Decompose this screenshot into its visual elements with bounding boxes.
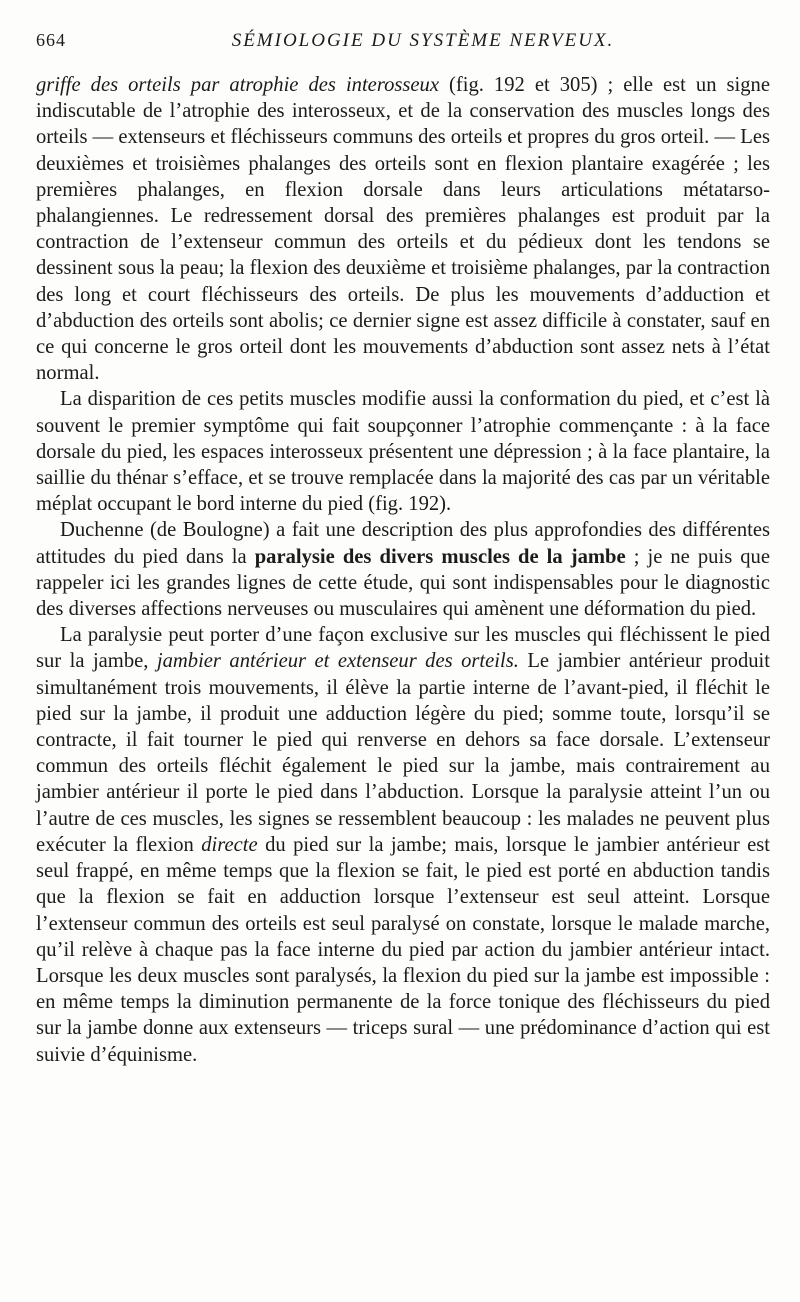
paragraph-4: [36, 622, 770, 1067]
paragraph-4-text-a: La paralysie peut porter d’une façon exclusive sur les muscles qui fléchissent le pied sur la jambe,: [36, 624, 770, 673]
italic-directe: directe: [201, 833, 258, 856]
italic-lead: griffe des orteils par atrophie des interosseux: [36, 74, 439, 96]
page-header: [36, 30, 770, 54]
paragraph-3: [36, 517, 770, 622]
paragraph-4-text-b: Le jambier antérieur produit simultanément trois mouvements, il élève la partie interne de l’avant-pied, il fléchit le pied sur la jambe, il produit une adduction légère du pied; somme toute, lorsqu’il se contracte, il fait tourner le pied qui renverse en dehors sa face dorsale. L’extenseur commun des orteils fléchit également le pied sur la jambe, mais contrairement au jambier antérieur il porte le pied dans l’abduction. Lorsque la paralysie atteint l’un ou l’autre de ces muscles, les signes se ressemblent beaucoup : les malades ne peuvent plus exécuter la flexion: [36, 650, 770, 856]
paragraph-1-text: (fig. 192 et 305) ; elle est un signe indiscutable de l’atrophie des interosseux, et de la conservation des muscles longs des orteils — extenseurs et fléchisseurs communs des orteils et propres du gros orteil. — Les deuxièmes et troisièmes phalanges des orteils sont en flexion plantaire exagérée ; les premières phalanges, en flexion dorsale dans leurs articulations métatarso-phalangiennes. Le redressement dorsal des premières phalanges est produit par la contraction de l’extenseur commun des orteils et du pédieux dont les tendons se dessinent sous la peau; la flexion des deuxième et troisième phalanges, par la contraction des long et court fléchisseurs des orteils. De plus les mouvements d’adduction et d’abduction des orteils sont abolis; ce dernier signe est assez difficile à constater, sauf en ce qui concerne le gros orteil dont les mouvements d’abduction sont assez nets à l’état normal.: [36, 74, 770, 385]
paragraph-4-text-c: du pied sur la jambe; mais, lorsque le jambier antérieur est seul frappé, en même temps que la flexion se fait, le pied est porté en abduction tandis que la flexion se fait en adduction lorsque l’extenseur est seul atteint. Lorsque l’extenseur commun des orteils est seul paralysé on constate, lorsque le malade marche, qu’il relève à chaque pas la face interne du pied par action du jambier antérieur intact. Lorsque les deux muscles sont paralysés, la flexion du pied sur la jambe est impossible : en même temps la diminution permanente de la force tonique des fléchisseurs du pied sur la jambe donne aux extenseurs — triceps sural — une prédominance d’action qui est suivie d’équinisme.: [36, 833, 771, 1066]
body-text: [36, 72, 770, 1068]
italic-muscles: jambier antérieur et extenseur des orteils.: [156, 650, 519, 673]
paragraph-2: [36, 386, 770, 517]
running-title: SÉMIOLOGIE DU SYSTÈME NERVEUX.: [231, 30, 615, 51]
paragraph-3-text-a: Duchenne (de Boulogne) a fait une description des plus approfondies des différentes attitudes du pied dans la: [36, 519, 770, 568]
bold-term: paralysie des divers muscles de la jambe: [254, 545, 626, 568]
paragraph-1: [36, 72, 770, 386]
paragraph-3-text-b: ; je ne puis que rappeler ici les grandes lignes de cette étude, qui sont indispensables pour le diagnostic des diverses affections nerveuses ou musculaires qui amènent une déformation du pied.: [36, 545, 770, 621]
paragraph-2-text: La disparition de ces petits muscles modifie aussi la conformation du pied, et c’est là souvent le premier symptôme qui fait soupçonner l’atrophie commençante : à la face dorsale du pied, les espaces interosseux présentent une dépression ; à la face plantaire, la saillie du thénar s’efface, et se trouve remplacée dans la majorité des cas par un véritable méplat occupant le bord interne du pied (fig. 192).: [36, 388, 770, 516]
page-number: 664: [36, 30, 66, 50]
